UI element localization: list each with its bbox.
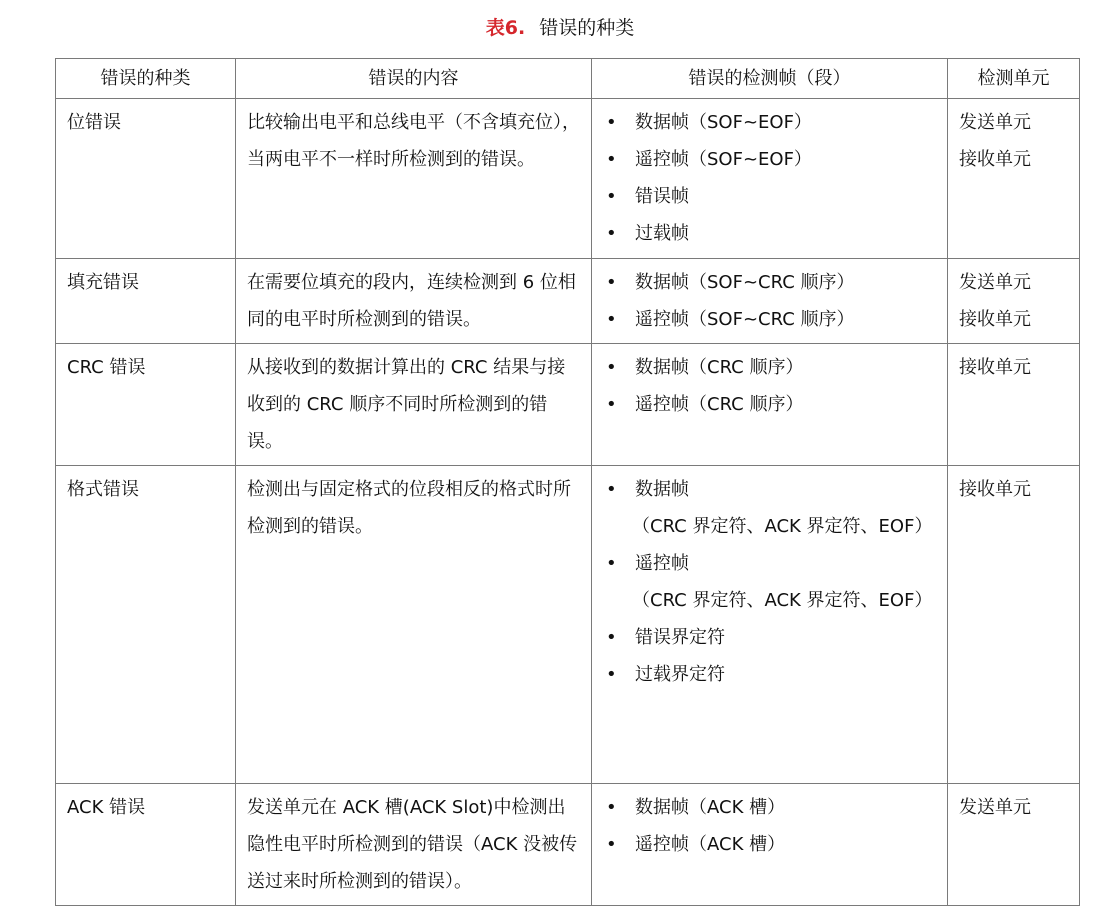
frame-list-item — [603, 545, 939, 619]
frame-list-item — [603, 386, 939, 423]
frame-name: 过载帧 — [635, 223, 689, 244]
frame-list-item — [603, 215, 939, 252]
frame-list-item — [603, 301, 939, 338]
detection-unit-cell — [948, 99, 1080, 259]
frame-list — [603, 349, 939, 423]
detection-unit: 接收单元 — [959, 357, 1031, 378]
table-row — [56, 344, 1080, 466]
frame-name: 数据帧（CRC 顺序） — [635, 357, 804, 378]
detection-unit: 发送单元 — [959, 272, 1031, 293]
table-title: 错误的种类 — [539, 17, 635, 39]
frame-segment-detail: （CRC 界定符、ACK 界定符、EOF） — [632, 516, 933, 537]
error-types-table — [55, 58, 1080, 906]
error-content-cell: 比较输出电平和总线电平（不含填充位），当两电平不一样时所检测到的错误。 — [236, 99, 592, 259]
frame-segment-detail: （CRC 界定符、ACK 界定符、EOF） — [632, 590, 933, 611]
frame-name: 错误帧 — [635, 186, 689, 207]
error-content-cell: 从接收到的数据计算出的 CRC 结果与接收到的 CRC 顺序不同时所检测到的错误。 — [236, 344, 592, 466]
table-row — [56, 259, 1080, 344]
frame-name: 数据帧（SOF~EOF） — [635, 112, 812, 133]
frame-list-item — [603, 178, 939, 215]
detection-frame-cell — [592, 99, 948, 259]
error-type-cell: CRC 错误 — [56, 344, 236, 466]
error-type-cell: 位错误 — [56, 99, 236, 259]
frame-name: 数据帧（SOF~CRC 顺序） — [635, 272, 855, 293]
detection-frame-cell — [592, 466, 948, 784]
frame-list-item — [603, 619, 939, 656]
frame-list — [603, 264, 939, 338]
frame-name: 错误界定符 — [635, 627, 725, 648]
detection-unit-cell — [948, 466, 1080, 784]
detection-unit: 接收单元 — [959, 479, 1031, 500]
table-row — [56, 784, 1080, 906]
header-error-type: 错误的种类 — [56, 59, 236, 99]
error-content-cell: 发送单元在 ACK 槽(ACK Slot)中检测出隐性电平时所检测到的错误（ACK 没被传送过来时所检测到的错误）。 — [236, 784, 592, 906]
frame-name: 遥控帧 — [635, 553, 689, 574]
frame-name: 数据帧 — [635, 479, 689, 500]
frame-name: 遥控帧（ACK 槽） — [635, 834, 786, 855]
error-content-cell: 检测出与固定格式的位段相反的格式时所检测到的错误。 — [236, 466, 592, 784]
error-type-cell: 格式错误 — [56, 466, 236, 784]
table-number: 表6. — [485, 17, 526, 39]
frame-name: 数据帧（ACK 槽） — [635, 797, 786, 818]
frame-name: 遥控帧（SOF~CRC 顺序） — [635, 309, 855, 330]
table-row — [56, 466, 1080, 784]
frame-name: 过载界定符 — [635, 664, 725, 685]
frame-list-item — [603, 656, 939, 693]
header-error-content: 错误的内容 — [236, 59, 592, 99]
detection-unit-cell — [948, 344, 1080, 466]
table-header-row — [56, 59, 1080, 99]
detection-frame-cell — [592, 259, 948, 344]
frame-list-item — [603, 789, 939, 826]
frame-list — [603, 789, 939, 863]
detection-unit: 接收单元 — [959, 309, 1031, 330]
table-row — [56, 99, 1080, 259]
frame-list-item — [603, 264, 939, 301]
detection-unit-cell — [948, 259, 1080, 344]
header-detection-unit: 检测单元 — [948, 59, 1080, 99]
error-content-cell: 在需要位填充的段内，连续检测到 6 位相同的电平时所检测到的错误。 — [236, 259, 592, 344]
frame-name: 遥控帧（SOF~EOF） — [635, 149, 812, 170]
header-detection-frame: 错误的检测帧（段） — [592, 59, 948, 99]
detection-unit: 接收单元 — [959, 149, 1031, 170]
error-type-cell: 填充错误 — [56, 259, 236, 344]
frame-name: 遥控帧（CRC 顺序） — [635, 394, 804, 415]
frame-list-item — [603, 104, 939, 141]
detection-unit: 发送单元 — [959, 797, 1031, 818]
frame-list — [603, 104, 939, 252]
frame-list-item — [603, 349, 939, 386]
table-caption — [0, 14, 1120, 42]
frame-list-item — [603, 471, 939, 545]
detection-frame-cell — [592, 784, 948, 906]
detection-unit: 发送单元 — [959, 112, 1031, 133]
frame-list-item — [603, 141, 939, 178]
frame-list-item — [603, 826, 939, 863]
frame-list — [603, 471, 939, 693]
detection-unit-cell — [948, 784, 1080, 906]
detection-frame-cell — [592, 344, 948, 466]
error-type-cell: ACK 错误 — [56, 784, 236, 906]
